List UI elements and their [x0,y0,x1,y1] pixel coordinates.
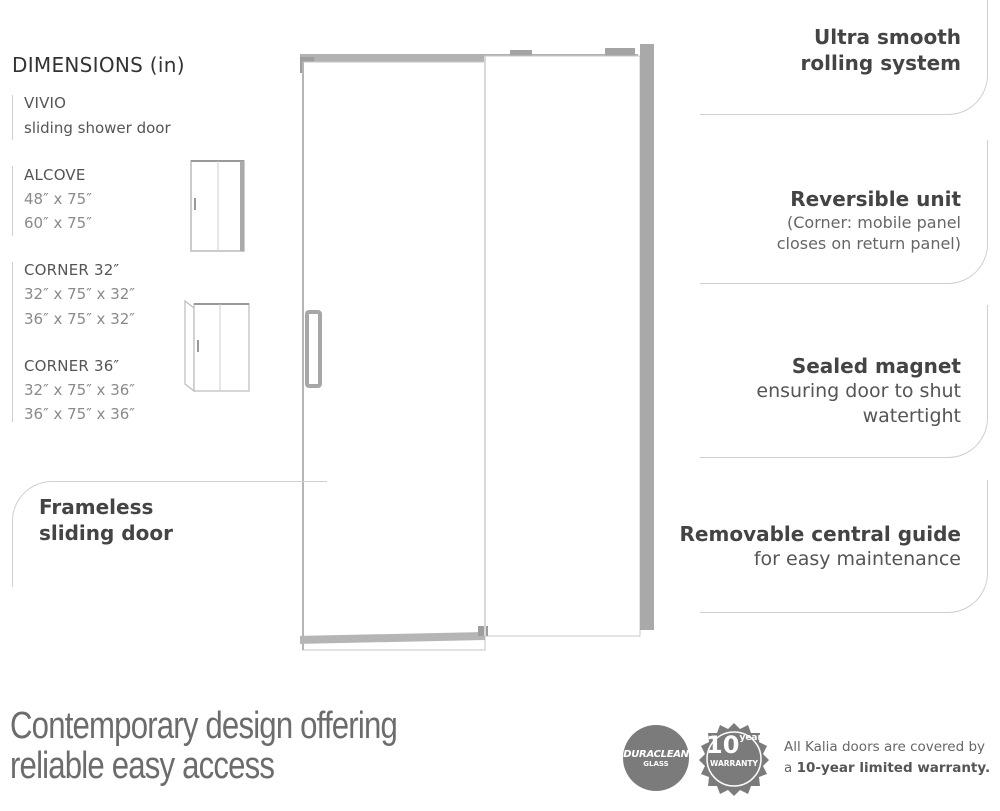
reversible-title: Reversible unit [790,187,961,211]
warranty-prefix: a [784,760,797,776]
rolling-line1: Ultra smooth [813,25,961,49]
corner32-size: 32″ x 75″ x 32″ [24,285,135,303]
frameless-line1: Frameless [39,495,154,519]
duraclean-text: DURACLEAN [623,748,689,760]
divider-line [12,95,13,140]
shower-door-illustration [295,38,660,654]
reversible-sub1: (Corner: mobile panel [787,213,961,232]
warranty-line2 [784,758,990,779]
duraclean-glass-text: GLASS [643,759,669,768]
tagline-line2: reliable easy access [10,745,275,787]
corner36-size: 32″ x 75″ x 36″ [24,381,135,399]
corner-door-icon [182,298,252,394]
corner36-label: CORNER 36″ [24,357,120,375]
warranty-bold: 10-year limited warranty. [796,760,991,776]
rolling-callout [801,24,962,76]
divider-line [12,166,13,236]
warranty-label: WARRANTY [710,759,758,768]
divider-line [12,262,13,422]
alcove-size: 48″ x 75″ [24,190,92,208]
corner36-size: 36″ x 75″ x 36″ [24,405,135,423]
alcove-size: 60″ x 75″ [24,214,92,232]
reversible-sub2: closes on return panel) [776,234,961,253]
frameless-callout [39,494,173,546]
magnet-title: Sealed magnet [791,354,961,378]
warranty-seal [696,733,772,768]
alcove-label: ALCOVE [24,166,86,184]
rolling-line2: rolling system [800,51,961,75]
magnet-callout [756,353,961,429]
dimensions-title: DIMENSIONS (in) [12,53,185,77]
corner32-size: 36″ x 75″ x 32″ [24,310,135,328]
guide-title: Removable central guide [679,522,961,546]
reversible-callout [777,186,961,254]
corner32-label: CORNER 32″ [24,261,120,279]
duraclean-badge-icon [623,725,689,791]
tagline-line1: Contemporary design offering [10,705,397,747]
guide-sub1: for easy maintenance [753,548,961,570]
warranty-year: year [739,733,762,743]
warranty-note [784,737,990,779]
alcove-door-icon [188,158,248,254]
magnet-sub2: watertight [862,405,961,427]
guide-callout [680,521,961,572]
product-name: VIVIO [24,94,67,112]
frameless-line2: sliding door [39,521,173,545]
warranty-number: 10 [706,731,740,759]
magnet-sub1: ensuring door to shut [756,380,961,402]
tagline [10,706,397,786]
warranty-line1: All Kalia doors are covered by [784,739,986,755]
product-description: sliding shower door [24,119,171,137]
